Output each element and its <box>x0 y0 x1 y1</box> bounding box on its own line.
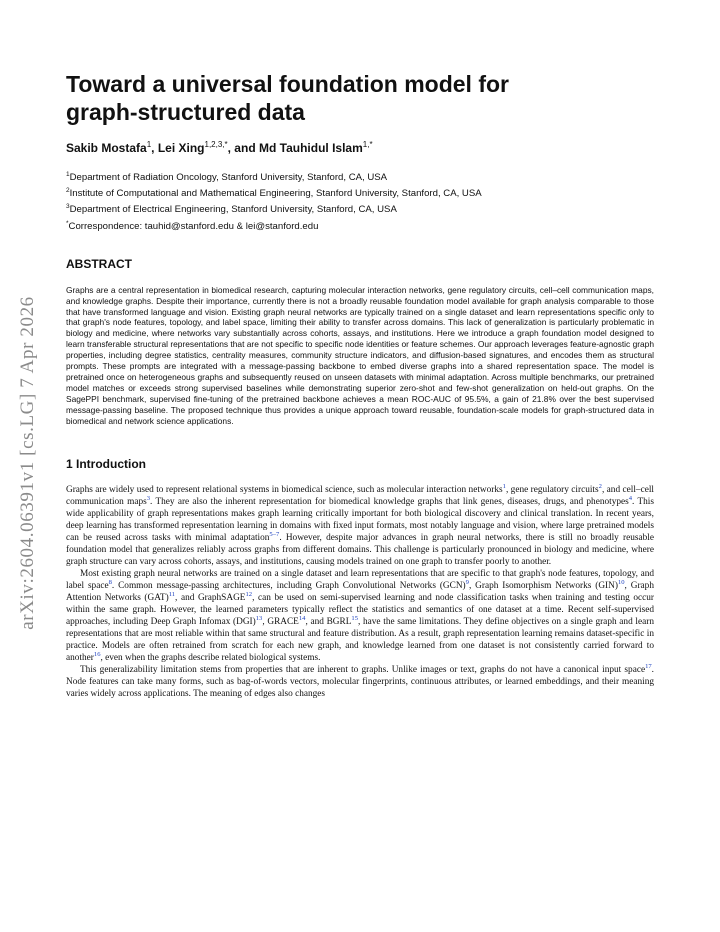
paragraph-text: , Graph Isomorphism Networks (GIN) <box>468 580 618 591</box>
citation-link[interactable]: 11 <box>168 590 176 598</box>
introduction-body <box>66 484 654 700</box>
arxiv-identifier-text: arXiv:2604.06391v1 [cs.LG] 7 Apr 2026 <box>17 296 38 630</box>
affiliation-text: Department of Electrical Engineering, Stanford University, Stanford, CA, USA <box>69 204 397 216</box>
affiliation-marker: 1 <box>66 171 70 178</box>
author-separator: , <box>151 141 158 155</box>
paragraph-text: , gene regulatory circuits <box>505 484 599 495</box>
citation-link[interactable]: 15 <box>351 614 358 622</box>
introduction-paragraph <box>66 664 654 700</box>
author-separator: , and <box>227 141 259 155</box>
author-affiliation-marker: 1,* <box>362 140 373 149</box>
citation-link[interactable]: 8 <box>108 578 112 586</box>
citation-link[interactable]: 12 <box>245 590 253 598</box>
abstract-heading: ABSTRACT <box>66 256 132 271</box>
author-name: Lei Xing <box>157 141 205 155</box>
paragraph-text: . Common message-passing architectures, including Graph Convolutional Networks (GCN) <box>111 580 466 591</box>
paragraph-text: , even when the graphs describe related biological systems. <box>100 652 321 663</box>
citation-link[interactable]: 3 <box>146 494 151 502</box>
citation-link[interactable]: 16 <box>93 650 101 658</box>
introduction-paragraph <box>66 568 654 664</box>
citation-link[interactable]: 13 <box>255 614 263 622</box>
abstract-text: Graphs are a central representation in biomedical research, capturing molecular interaction networks, gene regulatory circuits, cell–cell communication maps, and knowledge graphs. Despite their importance, currently there is not a broadly reusable foundation model available for graph analysis comparable to those that have transformed language and vision. Existing graph neural networks are typically trained on a single dataset and learn representations specific only to that graph's node features, topology, and label space, limiting their ability to transfer across domains. This lack of generalization is particularly problematic in biology and medicine, where networks vary substantially across cohorts, assays, and institutions. Here we introduce a graph foundation model designed to learn transferable structural representations that are not specific to specific node identities or feature schemes. Our approach leverages feature-agnostic graph properties, including degree statistics, centrality measures, community structure indicators, and diffusion-based signatures, and encodes them as structural prompts. These prompts are integrated with a message-passing backbone to embed diverse graphs into a shared representation space. The model is pretrained once on heterogeneous graphs and subsequently reused on unseen datasets with minimal adaptation. Across multiple benchmarks, our pretrained model matches or exceeds strong supervised baselines while demonstrating superior zero-shot and few-shot generalization on held-out graphs. On the SagePPI benchmark, supervised fine-tuning of the pretrained backbone achieves a mean ROC-AUC of 95.5%, a gain of 21.8% over the best supervised message-passing baseline. The proposed technique thus provides a unique approach toward reusable, foundation-scale models for graph-structured data in biomedical and network science applications. <box>66 284 654 426</box>
paragraph-text: Graphs are widely used to represent relational systems in biomedical science, such as molecular interaction networks <box>66 484 503 495</box>
paragraph-text: . This wide applicability of graph representations makes graph learning critically important for both biological discovery and clinical translation. In recent years, deep learning has transformed representation learning in domains with fixed input formats, most notably language and vision, where large pretrained models can be reused across tasks with minimal adaptation <box>66 496 654 543</box>
citation-link[interactable]: 1 <box>502 482 506 490</box>
citation-link[interactable]: 2 <box>598 482 602 490</box>
paragraph-text: , Graph Attention Networks (GAT) <box>66 580 654 603</box>
author-list <box>66 140 654 155</box>
paragraph-text: , and cell–cell communication maps <box>66 484 655 507</box>
affiliation-text: Department of Radiation Oncology, Stanford University, Stanford, CA, USA <box>69 172 388 184</box>
affiliation-text: Correspondence: tauhid@stanford.edu & lei@stanford.edu <box>68 220 319 232</box>
author-affiliation-marker: 1 <box>146 140 152 149</box>
paragraph-text: . However, despite major advances in graph neural networks, there is still no broadly reusable foundation model that generalizes reliably across graphs from different domains. This challenge is particularly pronounced in biology and medicine, where graph structure can vary across cohorts, assays, and institutions, causing models trained on one graph to transfer poorly to another. <box>66 532 654 567</box>
paragraph-text: , GRACE <box>262 616 299 627</box>
citation-link[interactable]: 14 <box>298 614 306 622</box>
paper-content <box>66 70 654 700</box>
citation-link[interactable]: 4 <box>628 494 633 502</box>
affiliation-marker: 2 <box>66 187 70 195</box>
affiliation-line <box>66 184 654 200</box>
author-name: Md Tauhidul Islam <box>258 141 363 155</box>
affiliation-line <box>66 200 654 216</box>
paragraph-text: This generalizability limitation stems from properties that are inherent to graphs. Unlike images or text, graphs do not have a canonical input space <box>80 664 646 675</box>
paragraph-text: , and GraphSAGE <box>175 592 246 603</box>
paragraph-text: . Node features can take many forms, such as bag-of-words vectors, molecular fingerprints, continuous attributes, or learned embeddings, and their meaning varies widely across applications. The meaning of edges also changes <box>66 664 654 699</box>
affiliation-list <box>66 168 654 233</box>
citation-link[interactable]: 10 <box>617 578 625 586</box>
affiliation-marker: * <box>66 219 69 227</box>
introduction-paragraph <box>66 484 654 568</box>
citation-link[interactable]: 17 <box>645 662 652 670</box>
paragraph-text: , have the same limitations. They define objectives on a single graph and learn representations that are most reliable within that same structural and feature distribution. As a result, graph representation learning remains dataset-specific in practice. Models are often retrained from scratch for each new graph, and knowledge learned from one dataset is not consistently carried forward to another <box>66 616 654 663</box>
paragraph-text: , can be used on semi-supervised learning and node classification tasks when training and testing occur within the same graph. However, the learned parameters typically reflect the statistics and semantics of one dataset at a time. Recent self-supervised approaches, including Deep Graph Infomax (DGI) <box>66 592 654 627</box>
author-affiliation-marker: 1,2,3,* <box>204 140 228 149</box>
paper-title: Toward a universal foundation model for graph-structured data <box>66 71 509 125</box>
introduction-heading: 1 Introduction <box>66 456 146 471</box>
paragraph-text: . They are also the inherent representation for biomedical knowledge graphs that link genes, diseases, drugs, and phenotypes <box>150 496 629 507</box>
paragraph-text: , and BGRL <box>305 616 352 627</box>
paragraph-text: Most existing graph neural networks are trained on a single dataset and learn representations that are specific to that graph's node features, topology, and label space <box>66 568 654 591</box>
author-name: Sakib Mostafa <box>66 141 147 155</box>
affiliation-line <box>66 217 654 233</box>
affiliation-marker: 3 <box>66 203 70 211</box>
affiliation-line <box>66 168 654 184</box>
citation-link[interactable]: 9 <box>465 578 469 586</box>
affiliation-text: Institute of Computational and Mathematical Engineering, Stanford University, Stanford, CA, USA <box>69 188 482 200</box>
citation-link[interactable]: 5–7 <box>269 530 280 538</box>
arxiv-identifier-stamp <box>10 262 46 664</box>
